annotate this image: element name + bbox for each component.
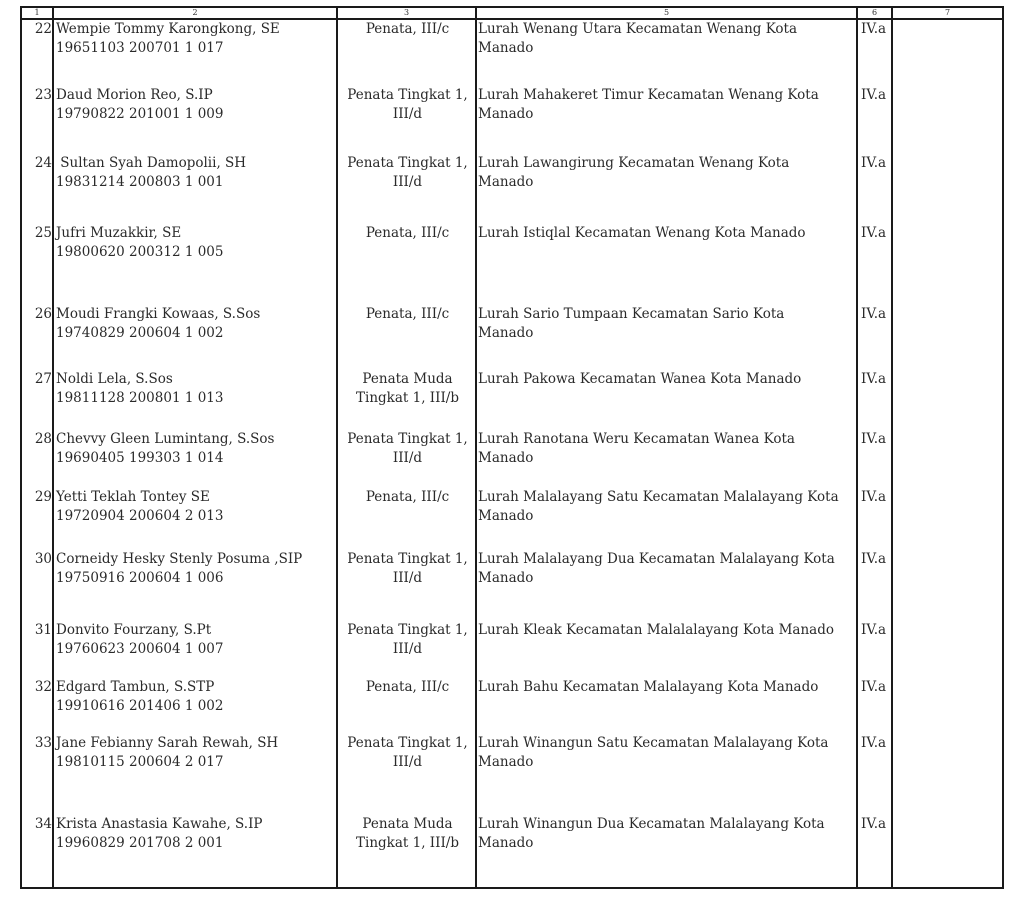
grade-cell: IV.a — [861, 371, 887, 387]
grade-cell: IV.a — [861, 87, 887, 103]
position-cell — [478, 20, 858, 57]
position-line: Lurah Malalayang Satu Kecamatan Malalayang Kota — [478, 489, 839, 505]
row-number: 31 — [34, 622, 52, 638]
position-line: Lurah Winangun Dua Kecamatan Malalayang Kota — [478, 816, 825, 832]
position-cell — [478, 224, 858, 243]
employee-nip: 19810115 200604 2 017 — [56, 753, 224, 770]
position-cell — [478, 86, 858, 123]
position-cell — [478, 815, 858, 852]
position-cell — [478, 370, 858, 389]
position-line: Lurah Malalayang Dua Kecamatan Malalayang Kota — [478, 551, 835, 567]
employee-nip: 19750916 200604 1 006 — [56, 569, 224, 586]
rank-cell — [338, 621, 477, 658]
grade-cell: IV.a — [861, 551, 887, 567]
rank-cell — [338, 224, 477, 243]
rank-cell — [338, 370, 477, 407]
grade-cell: IV.a — [861, 489, 887, 505]
position-line: Manado — [478, 569, 534, 586]
column-header-7: 7 — [944, 8, 951, 17]
rank-line: III/d — [392, 173, 423, 190]
rank-line: Penata, III/c — [365, 225, 450, 241]
employee-cell — [56, 815, 338, 852]
row-number: 30 — [34, 551, 52, 567]
column-header-3: 3 — [403, 8, 410, 17]
rank-line: Penata Muda — [362, 816, 453, 832]
rank-line: Penata Tingkat 1, — [347, 431, 468, 447]
row-number: 32 — [34, 679, 52, 695]
position-line: Lurah Bahu Kecamatan Malalayang Kota Manado — [478, 679, 819, 695]
employee-cell — [56, 678, 338, 715]
position-line: Lurah Pakowa Kecamatan Wanea Kota Manado — [478, 371, 802, 387]
employee-name: Chevvy Gleen Lumintang, S.Sos — [56, 431, 275, 447]
employee-cell — [56, 430, 338, 467]
grade-cell: IV.a — [861, 816, 887, 832]
rank-cell — [338, 20, 477, 39]
grade-cell: IV.a — [861, 21, 887, 37]
employee-cell — [56, 488, 338, 525]
position-cell — [478, 678, 858, 697]
rank-line: Penata Tingkat 1, — [347, 87, 468, 103]
rank-line: III/d — [392, 753, 423, 770]
employee-name: Daud Morion Reo, S.IP — [56, 87, 213, 103]
employee-name: Krista Anastasia Kawahe, S.IP — [56, 816, 263, 832]
position-line: Lurah Kleak Kecamatan Malalalayang Kota Manado — [478, 622, 834, 638]
employee-nip: 19910616 201406 1 002 — [56, 697, 224, 714]
row-number: 26 — [34, 306, 52, 322]
employee-cell — [56, 621, 338, 658]
position-cell — [478, 488, 858, 525]
employee-cell — [56, 20, 338, 57]
rank-line: Penata Tingkat 1, — [347, 735, 468, 751]
row-number: 28 — [34, 431, 52, 447]
row-number: 23 — [34, 87, 52, 103]
position-line: Lurah Lawangirung Kecamatan Wenang Kota — [478, 155, 790, 171]
employee-nip: 19800620 200312 1 005 — [56, 243, 224, 260]
position-line: Lurah Winangun Satu Kecamatan Malalayang Kota — [478, 735, 829, 751]
row-number: 24 — [34, 155, 52, 171]
column-header-5: 5 — [663, 8, 670, 17]
rank-line: Penata, III/c — [365, 679, 450, 695]
grade-cell: IV.a — [861, 431, 887, 447]
position-line: Manado — [478, 173, 534, 190]
employee-nip: 19790822 201001 1 009 — [56, 105, 224, 122]
position-line: Manado — [478, 105, 534, 122]
rank-line: Tingkat 1, III/b — [356, 389, 459, 406]
column-header-6: 6 — [871, 8, 878, 17]
position-line: Lurah Mahakeret Timur Kecamatan Wenang Kota — [478, 87, 819, 103]
rank-line: Tingkat 1, III/b — [356, 834, 459, 851]
grade-cell: IV.a — [861, 622, 887, 638]
employee-name: Sultan Syah Damopolii, SH — [56, 155, 247, 171]
employee-name: Moudi Frangki Kowaas, S.Sos — [56, 306, 261, 322]
employee-name: Corneidy Hesky Stenly Posuma ,SIP — [56, 551, 303, 567]
personnel-table — [20, 6, 1004, 889]
rank-line: Penata Tingkat 1, — [347, 155, 468, 171]
rank-line: Penata Tingkat 1, — [347, 551, 468, 567]
employee-nip: 19811128 200801 1 013 — [56, 389, 224, 406]
position-cell — [478, 621, 858, 640]
column-divider — [52, 8, 54, 887]
rank-line: III/d — [392, 105, 423, 122]
employee-name: Donvito Fourzany, S.Pt — [56, 622, 212, 638]
employee-nip: 19720904 200604 2 013 — [56, 507, 224, 524]
rank-cell — [338, 430, 477, 467]
grade-cell: IV.a — [861, 306, 887, 322]
rank-cell — [338, 488, 477, 507]
row-number: 34 — [34, 816, 52, 832]
column-header-2: 2 — [192, 8, 198, 17]
rank-cell — [338, 678, 477, 697]
rank-cell — [338, 734, 477, 771]
rank-cell — [338, 815, 477, 852]
employee-cell — [56, 305, 338, 342]
employee-nip: 19831214 200803 1 001 — [56, 173, 224, 190]
employee-nip: 19651103 200701 1 017 — [56, 39, 224, 56]
rank-line: Penata Tingkat 1, — [347, 622, 468, 638]
rank-line: Penata, III/c — [365, 306, 450, 322]
grade-cell: IV.a — [861, 679, 887, 695]
employee-name: Yetti Teklah Tontey SE — [56, 489, 210, 505]
rank-cell — [338, 305, 477, 324]
column-header-1: 1 — [34, 8, 40, 17]
grade-cell: IV.a — [861, 155, 887, 171]
position-line: Manado — [478, 507, 534, 524]
row-number: 27 — [34, 371, 52, 387]
rank-line: III/d — [392, 449, 423, 466]
position-cell — [478, 734, 858, 771]
employee-name: Wempie Tommy Karongkong, SE — [56, 21, 280, 37]
row-number: 33 — [34, 735, 52, 751]
employee-cell — [56, 550, 338, 587]
position-cell — [478, 154, 858, 191]
position-line: Manado — [478, 834, 534, 851]
row-number: 29 — [34, 489, 52, 505]
row-number: 22 — [34, 21, 52, 37]
rank-cell — [338, 154, 477, 191]
position-line: Manado — [478, 39, 534, 56]
rank-line: III/d — [392, 569, 423, 586]
position-line: Lurah Sario Tumpaan Kecamatan Sario Kota — [478, 306, 785, 322]
position-line: Lurah Istiqlal Kecamatan Wenang Kota Manado — [478, 225, 806, 241]
position-cell — [478, 550, 858, 587]
rank-line: III/d — [392, 640, 423, 657]
position-line: Lurah Wenang Utara Kecamatan Wenang Kota — [478, 21, 798, 37]
employee-nip: 19690405 199303 1 014 — [56, 449, 224, 466]
grade-cell: IV.a — [861, 735, 887, 751]
rank-cell — [338, 550, 477, 587]
row-number: 25 — [34, 225, 52, 241]
position-line: Manado — [478, 449, 534, 466]
position-cell — [478, 305, 858, 342]
employee-name: Noldi Lela, S.Sos — [56, 371, 173, 387]
employee-nip: 19960829 201708 2 001 — [56, 834, 224, 851]
employee-name: Edgard Tambun, S.STP — [56, 679, 215, 695]
rank-line: Penata, III/c — [365, 489, 450, 505]
employee-nip: 19760623 200604 1 007 — [56, 640, 224, 657]
rank-line: Penata, III/c — [365, 21, 450, 37]
position-cell — [478, 430, 858, 467]
employee-cell — [56, 734, 338, 771]
position-line: Lurah Ranotana Weru Kecamatan Wanea Kota — [478, 431, 795, 447]
employee-nip: 19740829 200604 1 002 — [56, 324, 224, 341]
employee-cell — [56, 224, 338, 261]
position-line: Manado — [478, 753, 534, 770]
employee-name: Jane Febianny Sarah Rewah, SH — [56, 735, 279, 751]
rank-line: Penata Muda — [362, 371, 453, 387]
grade-cell: IV.a — [861, 225, 887, 241]
position-line: Manado — [478, 324, 534, 341]
employee-cell — [56, 86, 338, 123]
rank-cell — [338, 86, 477, 123]
employee-cell — [56, 154, 338, 191]
employee-cell — [56, 370, 338, 407]
employee-name: Jufri Muzakkir, SE — [56, 225, 182, 241]
